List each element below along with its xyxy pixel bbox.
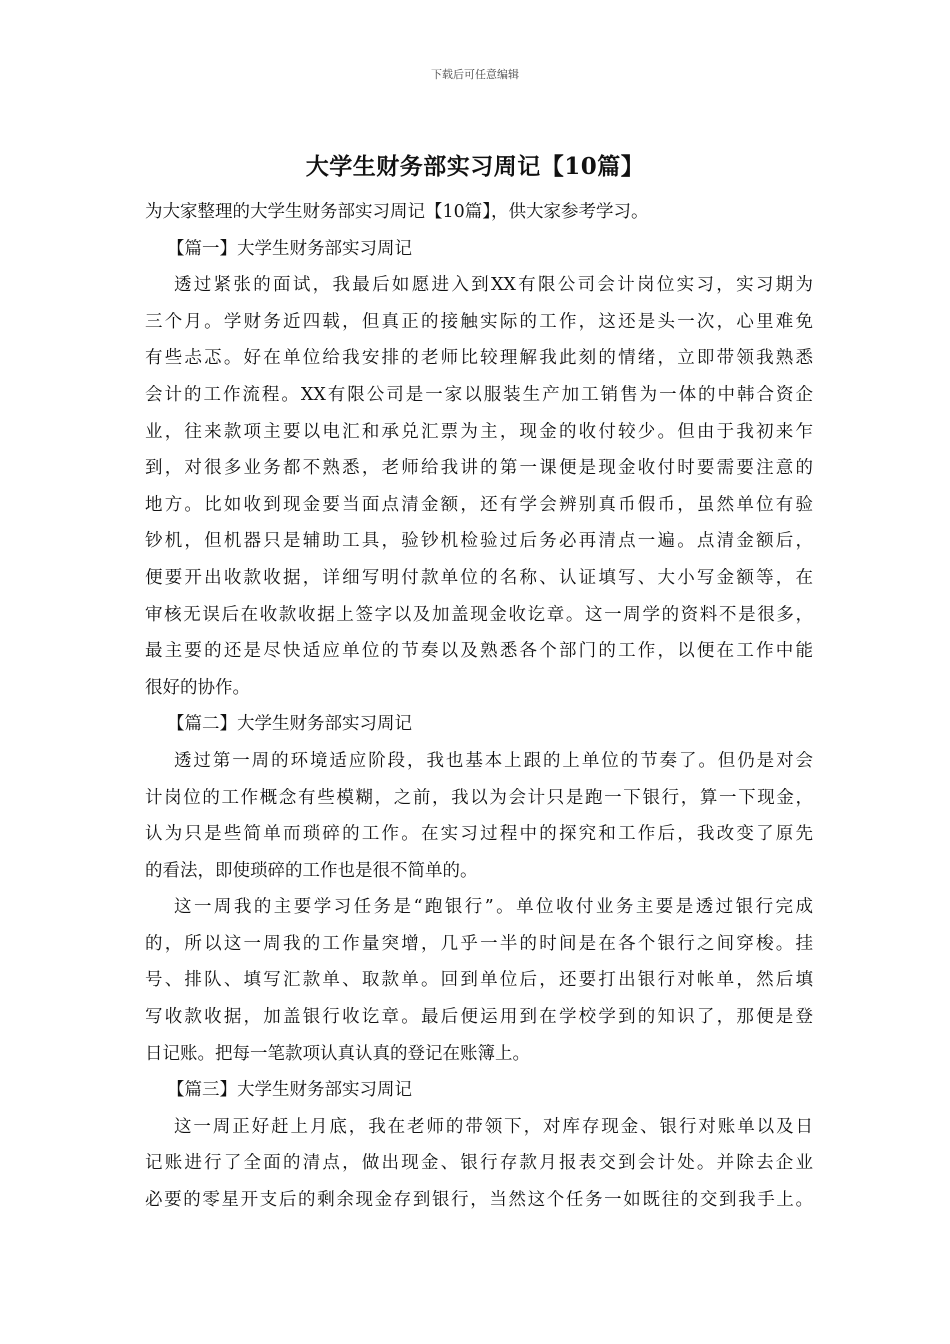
- section-heading: 【篇二】大学生财务部实习周记: [167, 714, 412, 735]
- header-note: 下载后可任意编辑: [431, 68, 519, 81]
- document-title: 大学生财务部实习周记【10篇】: [305, 153, 645, 180]
- text-line: 计岗位的工作概念有些模糊，之前，我以为会计只是跑一下银行，算一下现金，: [145, 787, 813, 808]
- text-line: 到，对很多业务都不熟悉，老师给我讲的第一课便是现金收付时要需要注意的: [145, 458, 813, 479]
- text-line: 写收款收据，加盖银行收讫章。最后便运用到在学校学到的知识了，那便是登: [145, 1007, 813, 1028]
- text-line: 日记账。把每一笔款项认真认真的登记在账簿上。: [145, 1043, 530, 1064]
- text-line: 的看法，即使琐碎的工作也是很不简单的。: [145, 860, 478, 881]
- text-line: 透过紧张的面试，我最后如愿进入到XX有限公司会计岗位实习，实习期为: [174, 275, 813, 296]
- text-line: 有些忐忑。好在单位给我安排的老师比较理解我此刻的情绪，立即带领我熟悉: [145, 348, 813, 369]
- text-line: 很好的协作。: [145, 677, 250, 698]
- text-line: 透过第一周的环境适应阶段，我也基本上跟的上单位的节奏了。但仍是对会: [174, 750, 813, 771]
- text-line: 认为只是些简单而琐碎的工作。在实习过程中的探究和工作后，我改变了原先: [145, 824, 813, 845]
- text-line: 便要开出收款收据，详细写明付款单位的名称、认证填写、大小写金额等，在: [145, 567, 813, 588]
- text-line: 业，往来款项主要以电汇和承兑汇票为主，现金的收付较少。但由于我初来乍: [145, 421, 813, 442]
- text-line: 这一周正好赶上月底，我在老师的带领下，对库存现金、银行对账单以及日: [174, 1116, 813, 1137]
- text-line: 最主要的还是尽快适应单位的节奏以及熟悉各个部门的工作，以便在工作中能: [145, 641, 813, 662]
- text-line: 三个月。学财务近四载，但真正的接触实际的工作，这还是头一次，心里难免: [145, 311, 813, 332]
- section-heading: 【篇一】大学生财务部实习周记: [167, 238, 412, 259]
- text-line: 的，所以这一周我的工作量突增，几乎一半的时间是在各个银行之间穿梭。挂: [145, 933, 813, 954]
- text-line: 必要的零星开支后的剩余现金存到银行，当然这个任务一如既往的交到我手上。: [145, 1190, 813, 1211]
- text-line: 钞机，但机器只是辅助工具，验钞机检验过后务必再清点一遍。点清金额后，: [145, 531, 813, 552]
- text-line: 地方。比如收到现金要当面点清金额，还有学会辨别真币假币，虽然单位有验: [145, 494, 813, 515]
- text-line: 记账进行了全面的清点，做出现金、银行存款月报表交到会计处。并除去企业: [145, 1153, 813, 1174]
- section-heading: 【篇三】大学生财务部实习周记: [167, 1080, 412, 1101]
- text-line: 这一周我的主要学习任务是“跑银行”。单位收付业务主要是透过银行完成: [174, 897, 813, 918]
- text-line: 会计的工作流程。XX有限公司是一家以服装生产加工销售为一体的中韩合资企: [145, 384, 813, 405]
- text-line: 号、排队、填写汇款单、取款单。回到单位后，还要打出银行对帐单，然后填: [145, 970, 813, 991]
- document-body: [145, 194, 813, 1219]
- text-line: 为大家整理的大学生财务部实习周记【10篇】，供大家参考学习。: [145, 202, 649, 222]
- text-line: 审核无误后在收款收据上签字以及加盖现金收讫章。这一周学的资料不是很多，: [145, 604, 813, 625]
